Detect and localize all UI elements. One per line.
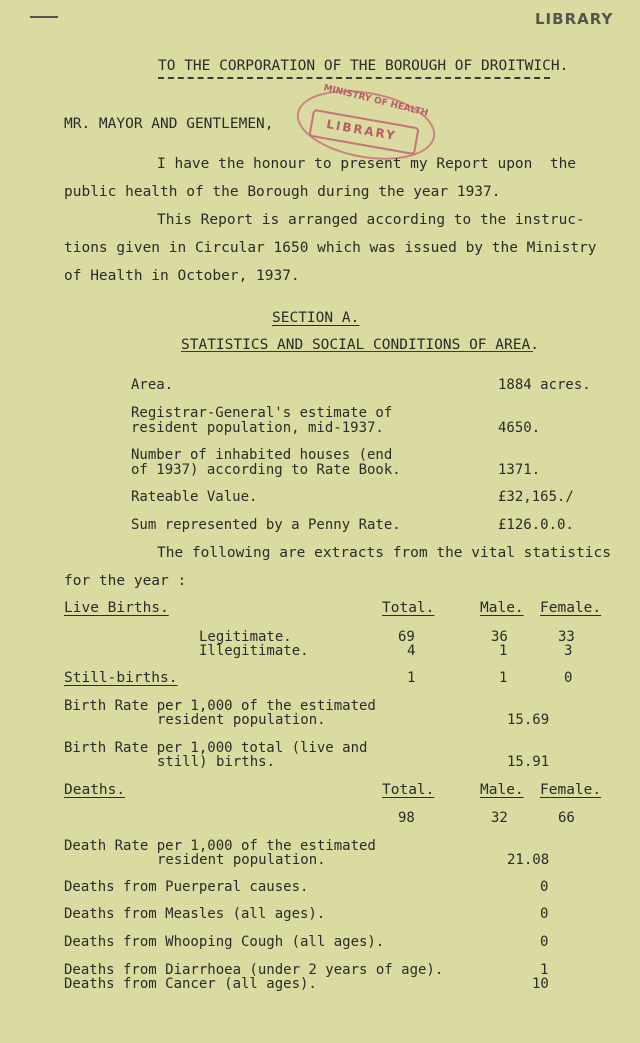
area-stat-label: Sum represented by a Penny Rate. (131, 517, 401, 533)
table-cell-female: 66 (558, 810, 575, 826)
death-cause-label: Deaths from Measles (all ages). (64, 906, 326, 922)
table-cell-female: 33 (558, 629, 575, 645)
death-cause-value: 0 (540, 906, 549, 922)
table-cell-female: 3 (564, 643, 573, 659)
area-stat-value: £126.0.0. (498, 517, 574, 533)
still-births-label: Still-births. (64, 670, 178, 686)
table-cell-male: 1 (499, 643, 508, 659)
area-stat-label: Registrar-General's estimate of (131, 405, 393, 421)
table-cell-total: 69 (398, 629, 415, 645)
table-cell-male: 1 (499, 670, 508, 686)
live-births-heading: Live Births. (64, 600, 169, 616)
title-dashed-rule (158, 77, 550, 79)
area-stat-value: 1371. (498, 462, 541, 478)
area-stat-label: Rateable Value. (131, 489, 258, 505)
area-stat-value: £32,165./ (498, 489, 574, 505)
death-cause-value: 0 (540, 879, 549, 895)
table-cell-female: 0 (564, 670, 573, 686)
table-cell-total: 4 (407, 643, 416, 659)
birth-rate-label: Birth Rate per 1,000 of the estimated (64, 698, 376, 714)
death-cause-value: 10 (532, 976, 549, 992)
document-title: TO THE CORPORATION OF THE BOROUGH OF DROITWICH. (158, 58, 569, 74)
vital-intro-line: for the year : (64, 573, 187, 589)
table-cell-male: 36 (491, 629, 508, 645)
section-heading-underline (181, 351, 533, 352)
area-stat-value: 1884 acres. (498, 377, 591, 393)
birth-rate-label: resident population. (157, 712, 326, 728)
section-label: SECTION A. (272, 310, 360, 326)
area-stat-label: resident population, mid-1937. (131, 420, 384, 436)
death-cause-label: Deaths from Whooping Cough (all ages). (64, 934, 385, 950)
area-stat-label: of 1937) according to Rate Book. (131, 462, 401, 478)
col-header-female: Female. (540, 782, 602, 798)
col-header-male: Male. (480, 782, 524, 798)
death-cause-label: Deaths from Puerperal causes. (64, 879, 309, 895)
area-stat-value: 4650. (498, 420, 541, 436)
salutation: MR. MAYOR AND GENTLEMEN, (64, 116, 274, 132)
death-cause-label: Deaths from Diarrhoea (under 2 years of age). (64, 962, 444, 978)
margin-mark (30, 16, 58, 18)
vital-intro-line: The following are extracts from the vital statistics (157, 545, 611, 561)
table-row-label: Legitimate. (199, 629, 292, 645)
stamp-center-text: LIBRARY (325, 116, 398, 144)
birth-rate-value: 15.69 (507, 712, 550, 728)
table-cell-total: 98 (398, 810, 415, 826)
birth-rate-label: Birth Rate per 1,000 total (live and (64, 740, 368, 756)
table-cell-male: 32 (491, 810, 508, 826)
death-cause-value: 1 (540, 962, 549, 978)
section-heading: STATISTICS AND SOCIAL CONDITIONS OF AREA. (181, 337, 539, 353)
intro-line: of Health in October, 1937. (64, 268, 300, 284)
col-header-total: Total. (382, 782, 435, 798)
death-rate-value: 21.08 (507, 852, 550, 868)
intro-line: tions given in Circular 1650 which was issued by the Ministry (64, 240, 597, 256)
table-cell-total: 1 (407, 670, 416, 686)
deaths-heading: Deaths. (64, 782, 126, 798)
intro-line: This Report is arranged according to the instruc- (157, 212, 585, 228)
col-header-female: Female. (540, 600, 602, 616)
death-cause-value: 0 (540, 934, 549, 950)
birth-rate-label: still) births. (157, 754, 276, 770)
area-stat-label: Number of inhabited houses (end (131, 447, 393, 463)
col-header-total: Total. (382, 600, 435, 616)
birth-rate-value: 15.91 (507, 754, 550, 770)
intro-line: I have the honour to present my Report upon the (157, 156, 577, 172)
library-header-stamp: LIBRARY (535, 10, 614, 28)
intro-line: public health of the Borough during the year 1937. (64, 184, 501, 200)
table-row-label: Illegitimate. (199, 643, 309, 659)
col-header-male: Male. (480, 600, 524, 616)
death-rate-label: Death Rate per 1,000 of the estimated (64, 838, 376, 854)
area-stat-label: Area. (131, 377, 174, 393)
death-rate-label: resident population. (157, 852, 326, 868)
death-cause-label: Deaths from Cancer (all ages). (64, 976, 317, 992)
stamp-ring-text: MINISTRY OF HEALTH (322, 83, 430, 119)
